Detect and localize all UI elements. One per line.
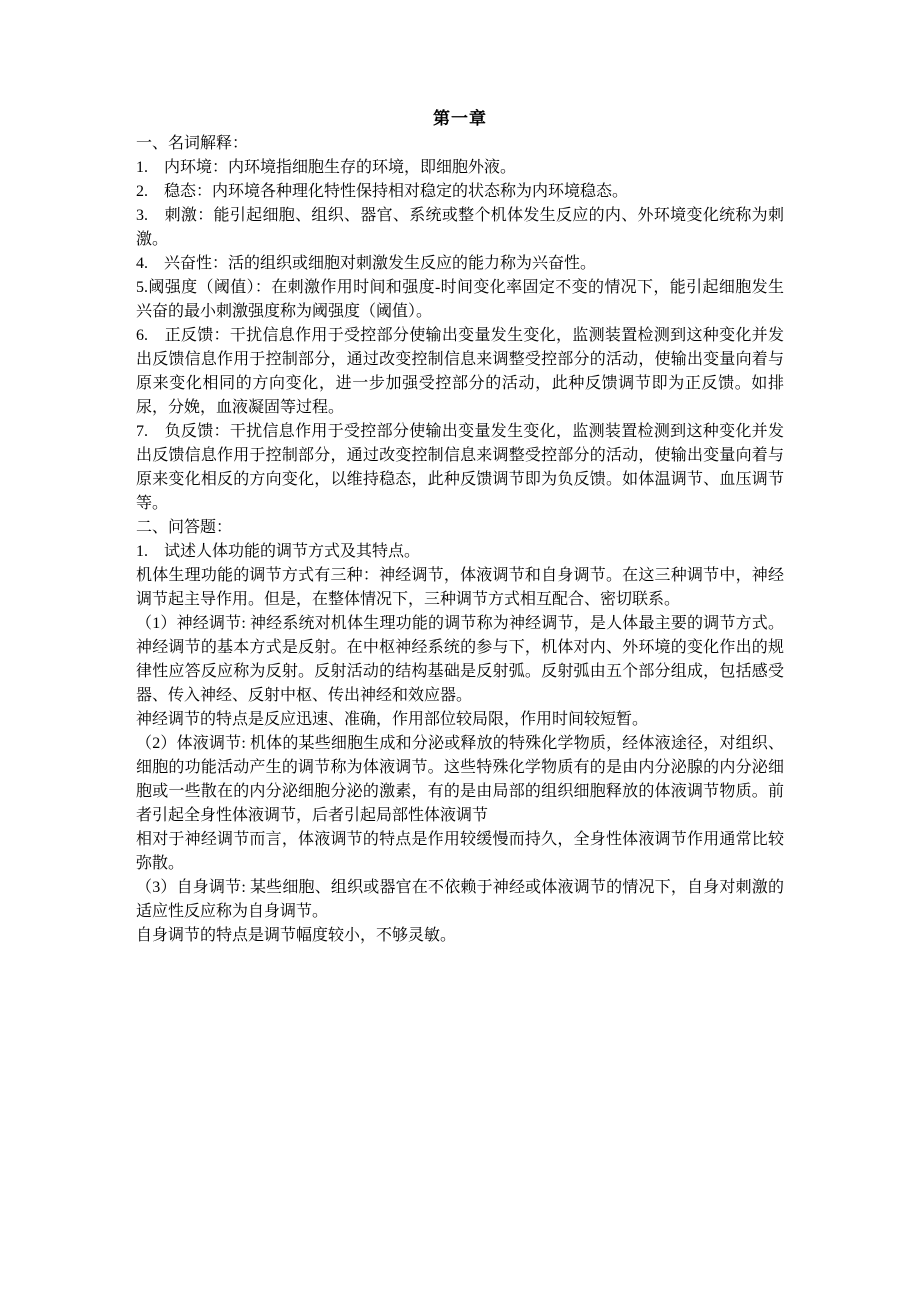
- answer-paragraph-autoregulation: （3）自身调节: 某些细胞、组织或器官在不依赖于神经或体液调节的情况下，自身对刺激的适应性反应称为自身调节。: [136, 879, 784, 920]
- term-item-1: 1. 内环境：内环境指细胞生存的环境，即细胞外液。: [136, 159, 517, 176]
- question-item-1: 1. 试述人体功能的调节方式及其特点。: [136, 543, 421, 560]
- answer-paragraph-humoral-features: 相对于神经调节而言，体液调节的特点是作用较缓慢而持久，全身性体液调节作用通常比较弥散。: [136, 831, 784, 872]
- term-item-5: 5.阈强度（阈值）：在刺激作用时间和强度-时间变化率固定不变的情况下，能引起细胞发生兴奋的最小刺激强度称为阈强度（阈值）。: [136, 279, 784, 320]
- chapter-title: 第一章: [433, 109, 487, 128]
- section-heading-terms: 一、名词解释：: [136, 135, 249, 152]
- answer-paragraph-autoregulation-features: 自身调节的特点是调节幅度较小，不够灵敏。: [136, 927, 457, 944]
- answer-paragraph: 机体生理功能的调节方式有三种：神经调节，体液调节和自身调节。在这三种调节中，神经调节起主导作用。但是，在整体情况下，三种调节方式相互配合、密切联系。: [136, 567, 784, 608]
- term-item-6: 6. 正反馈：干扰信息作用于受控部分使输出变量发生变化，监测装置检测到这种变化并发出反馈信息作用于控制部分，通过改变控制信息来调整受控部分的活动，使输出变量向着与原来变化相同的方向变化，进一步加强受控部分的活动，此种反馈调节即为正反馈。如排尿，分娩，血液凝固等过程。: [136, 327, 784, 416]
- term-item-4: 4. 兴奋性：活的组织或细胞对刺激发生反应的能力称为兴奋性。: [136, 255, 597, 272]
- term-item-7: 7. 负反馈：干扰信息作用于受控部分使输出变量发生变化，监测装置检测到这种变化并发出反馈信息作用于控制部分，通过改变控制信息来调整受控部分的活动，使输出变量向着与原来变化相反的方向变化，以维持稳态，此种反馈调节即为负反馈。如体温调节、血压调节等。: [136, 423, 784, 512]
- answer-paragraph-nervous: （1）神经调节: 神经系统对机体生理功能的调节称为神经调节，是人体最主要的调节方式。神经调节的基本方式是反射。在中枢神经系统的参与下，机体对内、外环境的变化作出的规律性应答反应称为反射。反射活动的结构基础是反射弧。反射弧由五个部分组成，包括感受器、传入神经、反射中枢、传出神经和效应器。: [136, 615, 784, 704]
- section-heading-questions: 二、问答题：: [136, 519, 233, 536]
- document-content: [136, 0, 784, 948]
- answer-paragraph-humoral: （2）体液调节: 机体的某些细胞生成和分泌或释放的特殊化学物质，经体液途径，对组织、细胞的功能活动产生的调节称为体液调节。这些特殊化学物质有的是由内分泌腺的内分泌细胞或一些散在的内分泌细胞分泌的激素，有的是由局部的组织细胞释放的体液调节物质。前者引起全身性体液调节，后者引起局部性体液调节: [136, 735, 784, 824]
- term-item-2: 2. 稳态：内环境各种理化特性保持相对稳定的状态称为内环境稳态。: [136, 183, 629, 200]
- term-item-3: 3. 刺激：能引起细胞、组织、器官、系统或整个机体发生反应的内、外环境变化统称为刺激。: [136, 207, 784, 248]
- answer-paragraph-nervous-features: 神经调节的特点是反应迅速、准确，作用部位较局限，作用时间较短暂。: [136, 711, 649, 728]
